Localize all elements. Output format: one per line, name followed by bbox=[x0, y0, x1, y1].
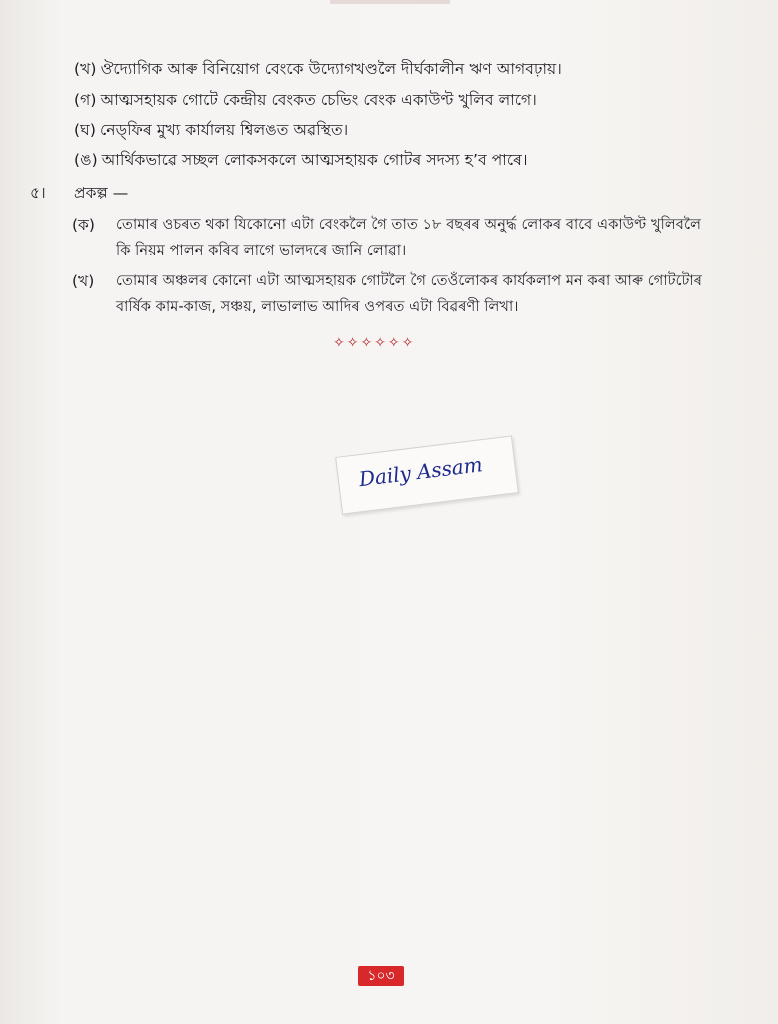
top-edge-mark bbox=[330, 0, 450, 4]
item-label: (ঘ) bbox=[74, 121, 96, 139]
item-ga bbox=[74, 89, 537, 111]
part-label: (খ) bbox=[72, 272, 95, 290]
item-label: (খ) bbox=[74, 60, 97, 78]
item-text: ঔদ্যোগিক আৰু বিনিয়োগ বেংকে উদ্যোগখণ্ডলৈ দীৰ্ঘকালীন ঋণ আগবঢ়ায়। bbox=[100, 60, 562, 78]
item-unga bbox=[74, 149, 528, 171]
question-title: প্ৰকল্প — bbox=[74, 184, 129, 202]
part-line: তোমাৰ ওচৰত থকা যিকোনো এটা বেংকলৈ গৈ তাত ১৮ বছৰৰ অনুৰ্দ্ধ লোকৰ বাবে একাউণ্ট খুলিবলৈ bbox=[116, 216, 702, 233]
item-kha bbox=[74, 58, 562, 80]
question-number: ৫। bbox=[30, 184, 46, 202]
item-label: (ঙ) bbox=[74, 151, 98, 169]
page-number: ১০৩ bbox=[358, 966, 404, 986]
item-text: আৰ্থিকভাৱে সচ্ছল লোকসকলে আত্মসহায়ক গোটৰ সদস্য হ’ব পাৰে। bbox=[101, 151, 528, 169]
part-line: তোমাৰ অঞ্চলৰ কোনো এটা আত্মসহায়ক গোটলৈ গৈ তেওঁলোকৰ কাৰ্যকলাপ মন কৰা আৰু গোটটোৰ bbox=[116, 272, 703, 289]
item-text: আত্মসহায়ক গোটে কেন্দ্ৰীয় বেংকত চেভিং বেংক একাউণ্ট খুলিব লাগে। bbox=[100, 91, 537, 109]
part-label: (ক) bbox=[72, 216, 95, 234]
item-label: (গ) bbox=[74, 91, 97, 109]
watermark-text: Daily Assam bbox=[357, 452, 484, 492]
item-gha bbox=[74, 119, 348, 141]
item-text: নেড্‌ফিৰ মুখ্য কাৰ্যালয় শ্বিলঙত অৱস্থিত। bbox=[99, 121, 349, 139]
ornament-divider: ✧✧✧✧✧✧ bbox=[333, 335, 416, 351]
part-line: কি নিয়ম পালন কৰিব লাগে ভালদৰে জানি লোৱা। bbox=[116, 242, 407, 259]
part-line: বাৰ্ষিক কাম-কাজ, সঞ্চয়, লাভালাভ আদিৰ ওপৰত এটা বিৱৰণী লিখা। bbox=[116, 298, 519, 315]
